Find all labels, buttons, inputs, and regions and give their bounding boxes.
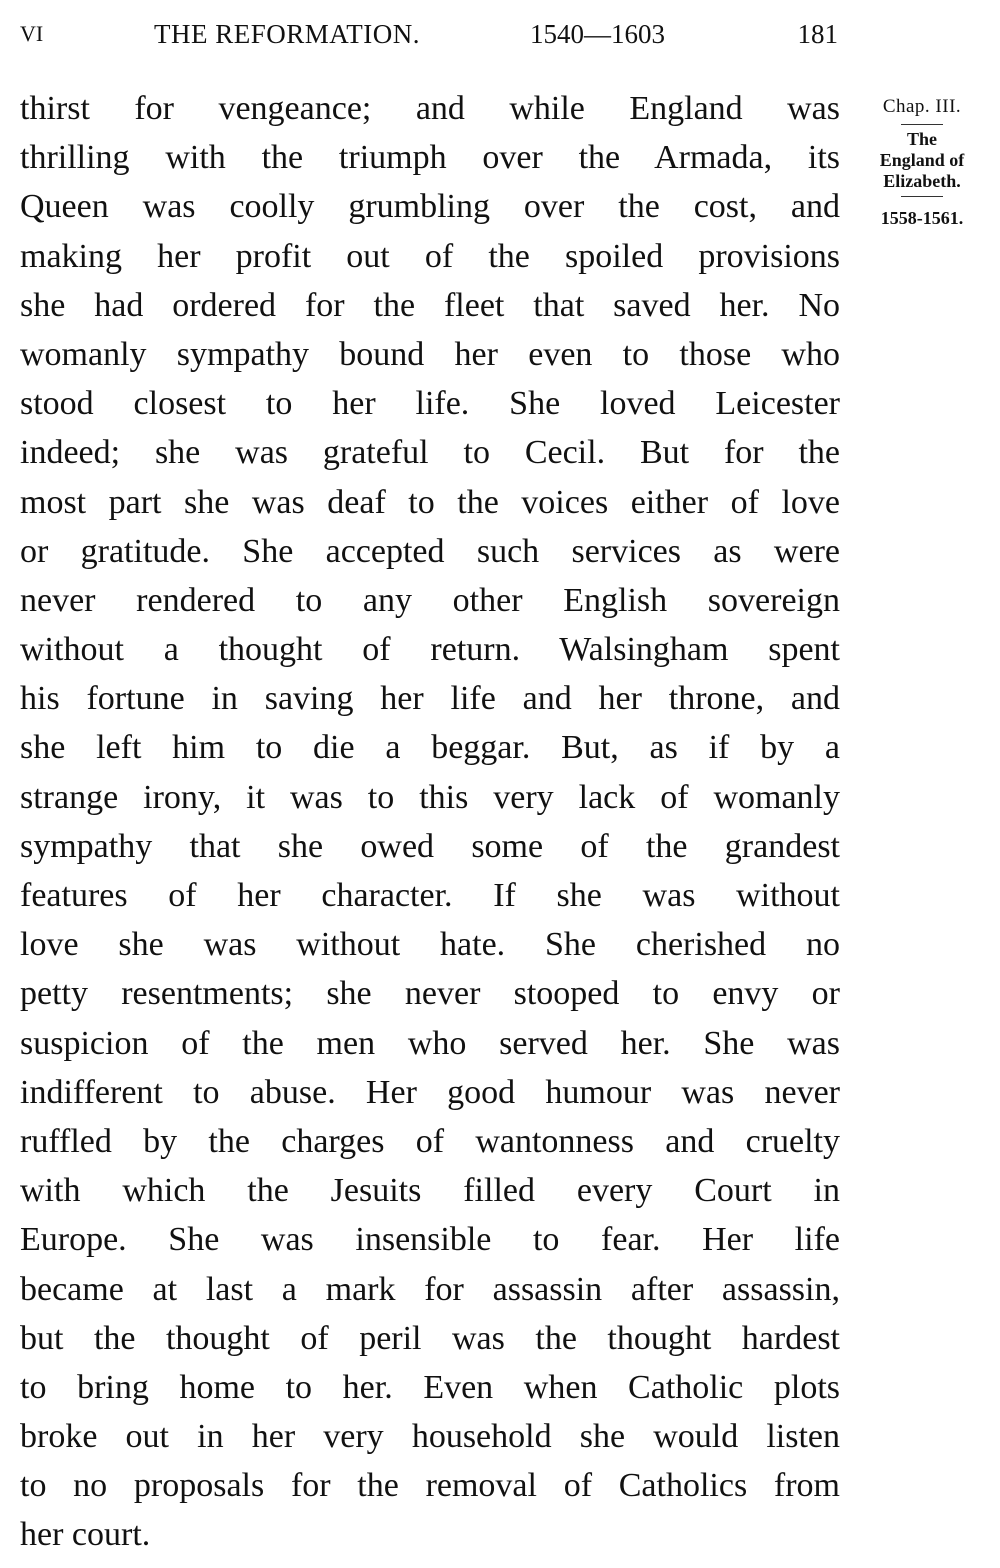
text-line: without a thought of return. Walsingham spent: [20, 631, 840, 669]
running-head-dates: 1540—1603: [530, 19, 665, 49]
running-head-chapter: VI: [20, 21, 44, 46]
text-line: Queen was coolly grumbling over the cost, and: [20, 188, 840, 226]
margin-note-heading-line: England of: [879, 150, 965, 170]
margin-note-heading: [852, 129, 992, 192]
text-line: indifferent to abuse. Her good humour was never: [20, 1073, 840, 1111]
running-head-title: THE REFORMATION.: [154, 19, 421, 49]
text-line: making her profit out of the spoiled provisions: [20, 237, 840, 275]
text-line: his fortune in saving her life and her throne, and: [20, 680, 840, 718]
margin-note-chapter: Chap. III.: [882, 96, 962, 117]
text-line: suspicion of the men who served her. She was: [20, 1024, 840, 1062]
text-line: most part she was deaf to the voices either of love: [20, 483, 840, 521]
text-line: indeed; she was grateful to Cecil. But for the: [20, 434, 840, 472]
margin-note-rule: [901, 196, 943, 197]
text-line: her court.: [20, 1516, 151, 1554]
text-line: features of her character. If she was without: [20, 877, 840, 914]
page-number: 181: [797, 19, 838, 49]
text-line: Europe. She was insensible to fear. Her life: [20, 1221, 840, 1259]
text-line: petty resentments; she never stooped to envy or: [20, 975, 840, 1013]
text-line: she had ordered for the fleet that saved her. No: [20, 286, 840, 324]
running-head: [20, 16, 838, 52]
text-line: but the thought of peril was the thought hardest: [20, 1319, 840, 1357]
text-line: thirst for vengeance; and while England was: [20, 90, 840, 127]
text-line: to no proposals for the removal of Catholics from: [20, 1467, 840, 1505]
text-line: to bring home to her. Even when Catholic plots: [20, 1368, 840, 1406]
text-line: or gratitude. She accepted such services as were: [20, 532, 840, 570]
margin-note-dates: 1558-1561.: [880, 208, 964, 228]
text-line: she left him to die a beggar. But, as if by a: [20, 729, 840, 767]
margin-note: [852, 94, 992, 231]
text-line: sympathy that she owed some of the grandest: [20, 827, 840, 865]
text-line: womanly sympathy bound her even to those who: [20, 335, 840, 373]
text-line: love she was without hate. She cherished no: [20, 926, 840, 964]
body-text: [20, 84, 840, 1560]
text-line: with which the Jesuits filled every Court in: [20, 1172, 840, 1210]
text-line: never rendered to any other English sovereign: [20, 581, 840, 619]
text-line: ruffled by the charges of wantonness and cruelty: [20, 1122, 840, 1160]
text-line: thrilling with the triumph over the Armada, its: [20, 139, 840, 177]
margin-note-heading-line: The: [906, 129, 937, 149]
text-line: broke out in her very household she would listen: [20, 1418, 840, 1456]
margin-note-rule: [901, 124, 943, 125]
text-line: strange irony, it was to this very lack of womanly: [20, 778, 840, 816]
text-line: stood closest to her life. She loved Leicester: [20, 385, 840, 423]
margin-note-heading-line: Elizabeth.: [883, 171, 961, 191]
text-line: became at last a mark for assassin after assassin,: [20, 1270, 840, 1308]
